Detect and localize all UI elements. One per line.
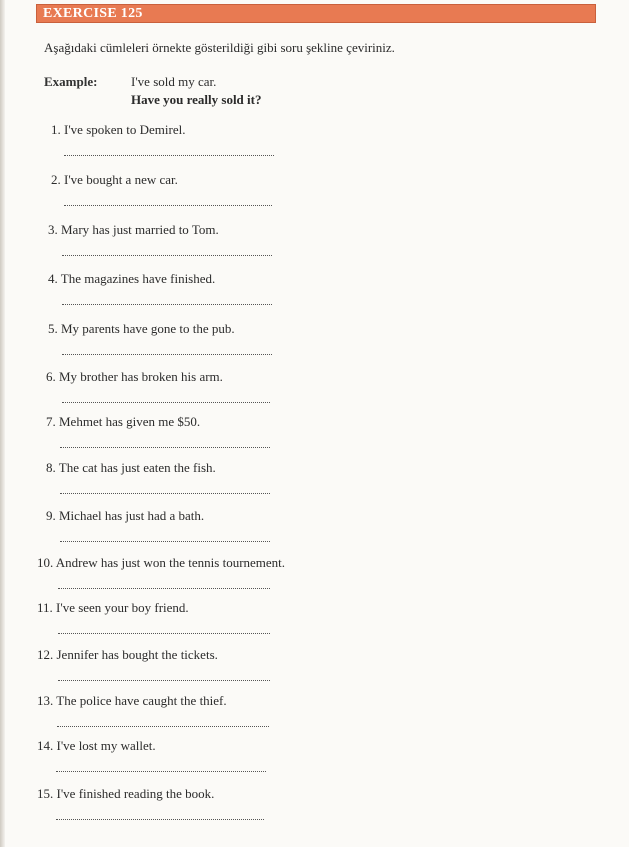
question-item [0, 122, 629, 168]
question-text: 3. Mary has just married to Tom. [48, 222, 219, 237]
question-text: 8. The cat has just eaten the fish. [46, 460, 216, 475]
answer-dotted-line[interactable] [64, 205, 272, 206]
question-text: 2. I've bought a new car. [51, 172, 178, 187]
answer-dotted-line[interactable] [62, 304, 272, 305]
question-item [0, 786, 629, 832]
answer-dotted-line[interactable] [64, 155, 274, 156]
question-item [0, 738, 629, 784]
answer-dotted-line[interactable] [58, 680, 270, 681]
question-item [0, 321, 629, 367]
exercise-header-bar [36, 4, 596, 23]
question-item [0, 460, 629, 506]
exercise-title: EXERCISE 125 [43, 6, 143, 21]
answer-dotted-line[interactable] [56, 771, 266, 772]
question-text: 6. My brother has broken his arm. [46, 369, 223, 384]
question-text: 11. I've seen your boy friend. [37, 600, 189, 615]
question-text: 10. Andrew has just won the tennis tournement. [37, 555, 286, 570]
example-sentence: I've sold my car. [131, 74, 217, 89]
answer-dotted-line[interactable] [56, 819, 264, 820]
question-text: 7. Mehmet has given me $50. [46, 414, 201, 429]
question-text: 1. I've spoken to Demirel. [51, 122, 186, 137]
answer-dotted-line[interactable] [58, 588, 270, 589]
question-item [0, 600, 629, 646]
question-item [0, 271, 629, 317]
question-text: 9. Michael has just had a bath. [46, 508, 205, 523]
answer-dotted-line[interactable] [60, 541, 270, 542]
instruction-text: Aşağıdaki cümleleri örnekte gösterildiği gibi soru şekline çeviriniz. [44, 40, 395, 55]
example-label: Example: [44, 74, 98, 89]
question-item [0, 369, 629, 415]
answer-dotted-line[interactable] [57, 726, 269, 727]
question-text: 14. I've lost my wallet. [37, 738, 156, 753]
example-answer: Have you really sold it? [131, 92, 262, 107]
question-item [0, 222, 629, 268]
answer-dotted-line[interactable] [60, 493, 270, 494]
question-item [0, 647, 629, 693]
question-item [0, 508, 629, 554]
question-text: 13. The police have caught the thief. [37, 693, 227, 708]
question-text: 4. The magazines have finished. [48, 271, 216, 286]
answer-dotted-line[interactable] [62, 354, 272, 355]
answer-dotted-line[interactable] [60, 447, 270, 448]
question-text: 12. Jennifer has bought the tickets. [37, 647, 218, 662]
question-item [0, 172, 629, 218]
question-text: 15. I've finished reading the book. [37, 786, 215, 801]
answer-dotted-line[interactable] [62, 402, 270, 403]
question-text: 5. My parents have gone to the pub. [48, 321, 235, 336]
answer-dotted-line[interactable] [62, 255, 272, 256]
question-item [0, 414, 629, 460]
question-item [0, 555, 629, 601]
answer-dotted-line[interactable] [58, 633, 270, 634]
question-item [0, 693, 629, 739]
